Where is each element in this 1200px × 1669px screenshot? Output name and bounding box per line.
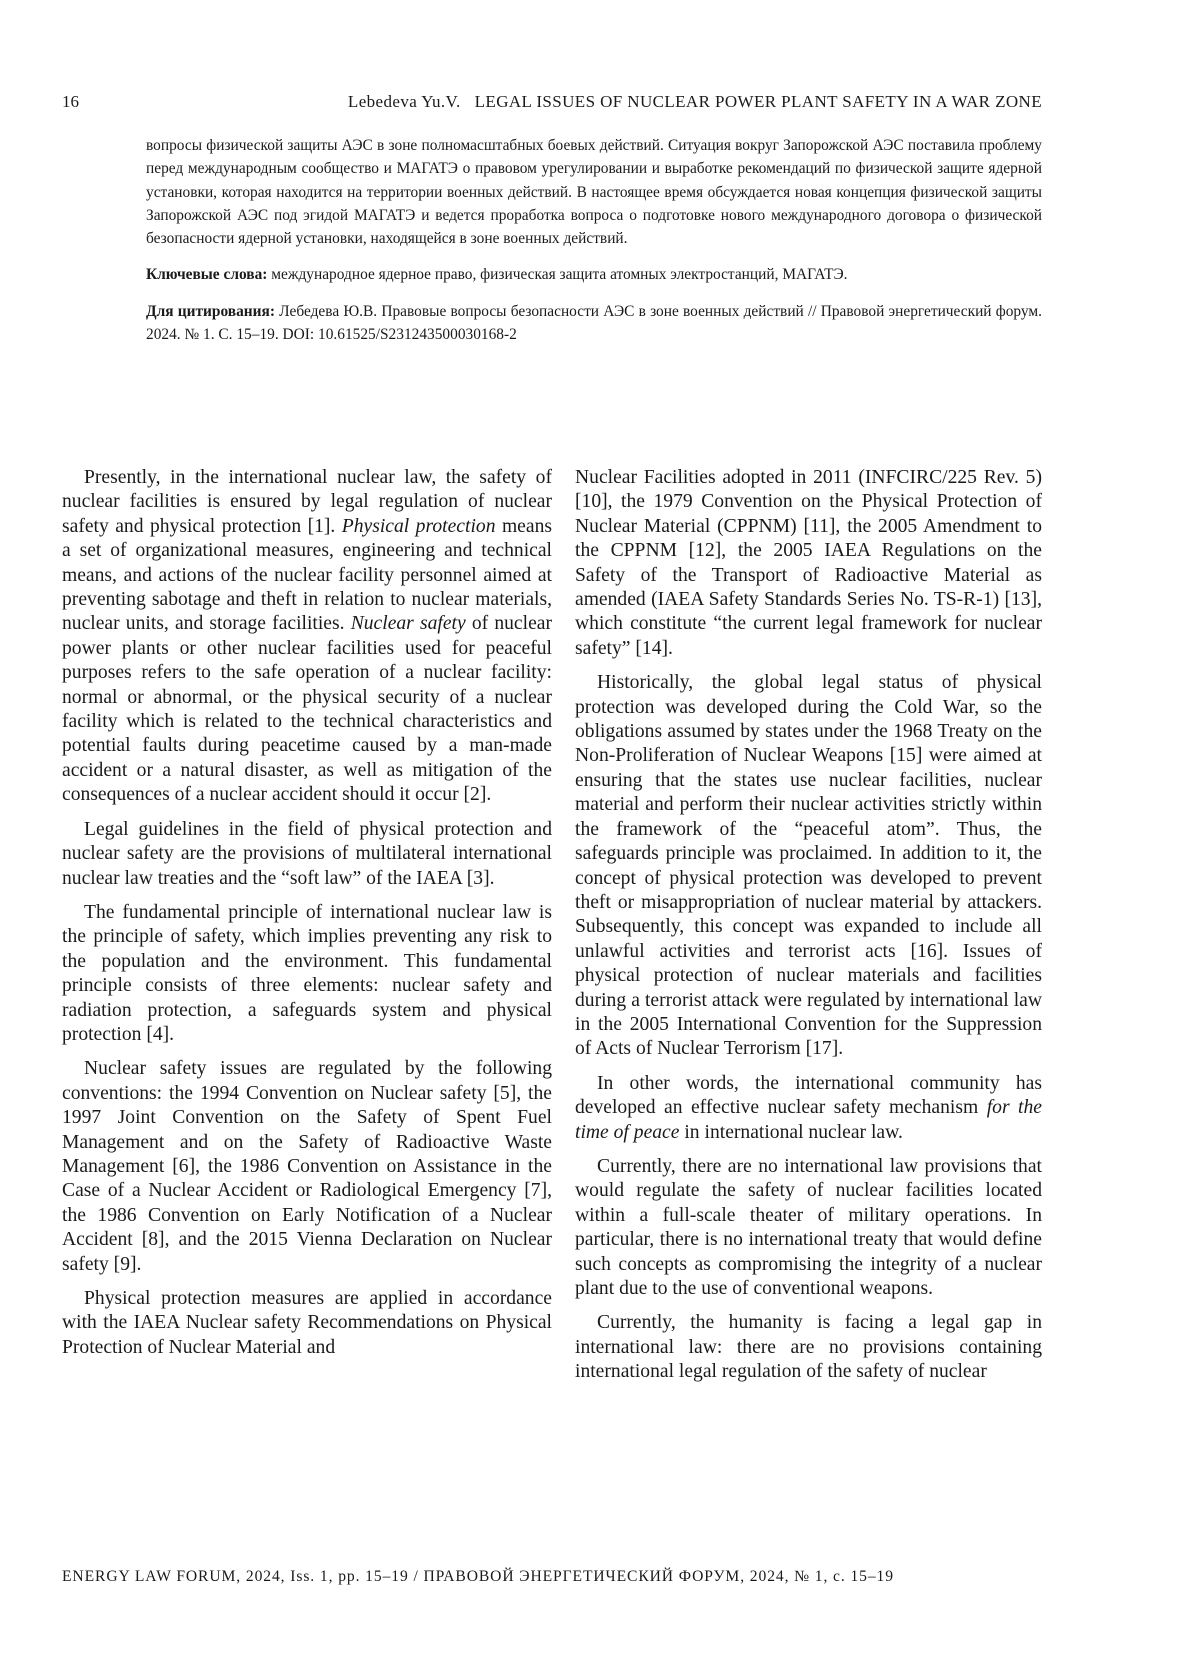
paragraph-text: Nuclear Facilities adopted in 2011 (INFCIRC/225 Rev. 5) [10], the 1979 Convention on the Physical Protection of Nuclear Material (CPPNM) [11], the 2005 Amendment to the CPPNM [12], the 2005 IAEA Regulations on the Safety of the Transport of Radioactive Material as amended (IAEA Safety Standards Series No. TS-R-1) [13], which constitute “the current legal framework for nuclear safety” [14]. [575, 467, 1042, 659]
body-paragraph [575, 466, 1042, 661]
body-paragraph [575, 1072, 1042, 1145]
paragraph-text: of nuclear power plants or other nuclear facilities used for peaceful purposes refers to the safe operation of a nuclear facility: normal or abnormal, or the physical security of a nuclear facility which is related to the technical characteristics and potential faults during peacetime caused by a man-made accident or a natural disaster, as well as mitigation of the consequences of a nuclear accident should it occur [2]. [62, 613, 552, 805]
body-paragraph [575, 671, 1042, 1062]
paragraph-text: Legal guidelines in the field of physical protection and nuclear safety are the provisions of multilateral international nuclear law treaties and the “soft law” of the IAEA [3]. [62, 819, 552, 889]
paragraph-text: in international nuclear law. [679, 1122, 902, 1143]
paragraph-text: Presently, in the international nuclear law, the safety of nuclear facilities is ensured by legal regulation of nuclear safety and physical protection [1]. [62, 467, 552, 537]
abstract-text: вопросы физической защиты АЭС в зоне полномасштабных боевых действий. Ситуация вокруг Запорожской АЭС поставила проблему перед международным сообщество и МАГАТЭ о правовом урегулировании и выработке рекомендаций по физической защите ядерной установки, которая находится на территории военных действий. В настоящее время обсуждается новая концепция физической защиты Запорожской АЭС под эгидой МАГАТЭ и ведется проработка вопроса о подготовке нового международного договора о физической безопасности ядерной установки, находящейся в зоне военных действий. [146, 134, 1042, 250]
paragraph-text: Nuclear safety issues are regulated by the following conventions: the 1994 Convention on Nuclear safety [5], the 1997 Joint Convention on the Safety of Spent Fuel Management and on the Safety of Radioactive Waste Management [6], the 1986 Convention on Assistance in the Case of a Nuclear Accident or Radiological Emergency [7], the 1986 Convention on Early Notification of a Nuclear Accident [8], and the 2015 Vienna Declaration on Nuclear safety [9]. [62, 1058, 552, 1274]
running-title: Lebedeva Yu.V. LEGAL ISSUES OF NUCLEAR POWER PLANT SAFETY IN A WAR ZONE [348, 92, 1042, 112]
paragraph-text: The fundamental principle of international nuclear law is the principle of safety, which implies preventing any risk to the population and the environment. This fundamental principle consists of three elements: nuclear safety and radiation protection, a safeguards system and physical protection [4]. [62, 902, 552, 1045]
citation-text: Лебедева Ю.В. Правовые вопросы безопасности АЭС в зоне военных действий // Правовой энергетический форум. 2024. № 1. С. 15–19. DOI: 10.61525/S231243500030168-2 [146, 303, 1042, 343]
keywords [146, 263, 1042, 286]
paragraph-text: Currently, there are no international law provisions that would regulate the safety of nuclear facilities located within a full-scale theater of military operations. In particular, there is no international treaty that would define such concepts as compromising the integrity of a nuclear plant due to the use of conventional weapons. [575, 1156, 1042, 1299]
emphasized-term: Nuclear safety [351, 613, 466, 634]
left-column [62, 466, 552, 1370]
body-paragraph [575, 1311, 1042, 1384]
emphasized-term: Physical protection [342, 516, 496, 537]
running-header [62, 92, 1042, 114]
right-column [575, 466, 1042, 1395]
paragraph-text: Currently, the humanity is facing a legal gap in international law: there are no provisions containing international legal regulation of the safety of nuclear [575, 1312, 1042, 1382]
emphasized-term: for the time of peace [575, 1097, 1042, 1142]
paragraph-text: In other words, the international community has developed an effective nuclear safety mechanism [575, 1073, 1042, 1118]
body-paragraph [62, 901, 552, 1047]
citation-label: Для цитирования: [146, 303, 275, 320]
body-paragraph [62, 466, 552, 808]
citation [146, 300, 1042, 347]
paragraph-text: Historically, the global legal status of physical protection was developed during the Cold War, so the obligations assumed by states under the 1968 Treaty on the Non-Proliferation of Nuclear Weapons [15] were aimed at ensuring that the states use nuclear facilities, nuclear material and perform their nuclear activities strictly within the framework of the “peaceful atom”. Thus, the safeguards principle was proclaimed. In addition to it, the concept of physical protection was developed to prevent theft or misappropriation of nuclear material by attackers. Subsequently, this concept was expanded to include all unlawful activities and terrorist acts [16]. Issues of physical protection of nuclear materials and facilities during a terrorist attack were regulated by international law in the 2005 International Convention for the Suppression of Acts of Nuclear Terrorism [17]. [575, 672, 1042, 1059]
page-footer: ENERGY LAW FORUM, 2024, Iss. 1, pp. 15–19 / ПРАВОВОЙ ЭНЕРГЕТИЧЕСКИЙ ФОРУМ, 2024, № 1, с. 15–19 [62, 1568, 1042, 1586]
body-paragraph [62, 818, 552, 891]
keywords-label: Ключевые слова: [146, 266, 267, 283]
page-number: 16 [62, 92, 79, 112]
paragraph-text: Physical protection measures are applied in accordance with the IAEA Nuclear safety Recommendations on Physical Protection of Nuclear Material and [62, 1288, 552, 1358]
body-paragraph [575, 1155, 1042, 1301]
paragraph-text: means a set of organizational measures, engineering and technical means, and actions of the nuclear facility personnel aimed at preventing sabotage and theft in relation to nuclear materials, nuclear units, and storage facilities. [62, 516, 552, 635]
abstract-block [146, 134, 1042, 359]
body-paragraph [62, 1057, 552, 1277]
body-paragraph [62, 1287, 552, 1360]
keywords-text: международное ядерное право, физическая защита атомных электростанций, МАГАТЭ. [267, 266, 847, 283]
